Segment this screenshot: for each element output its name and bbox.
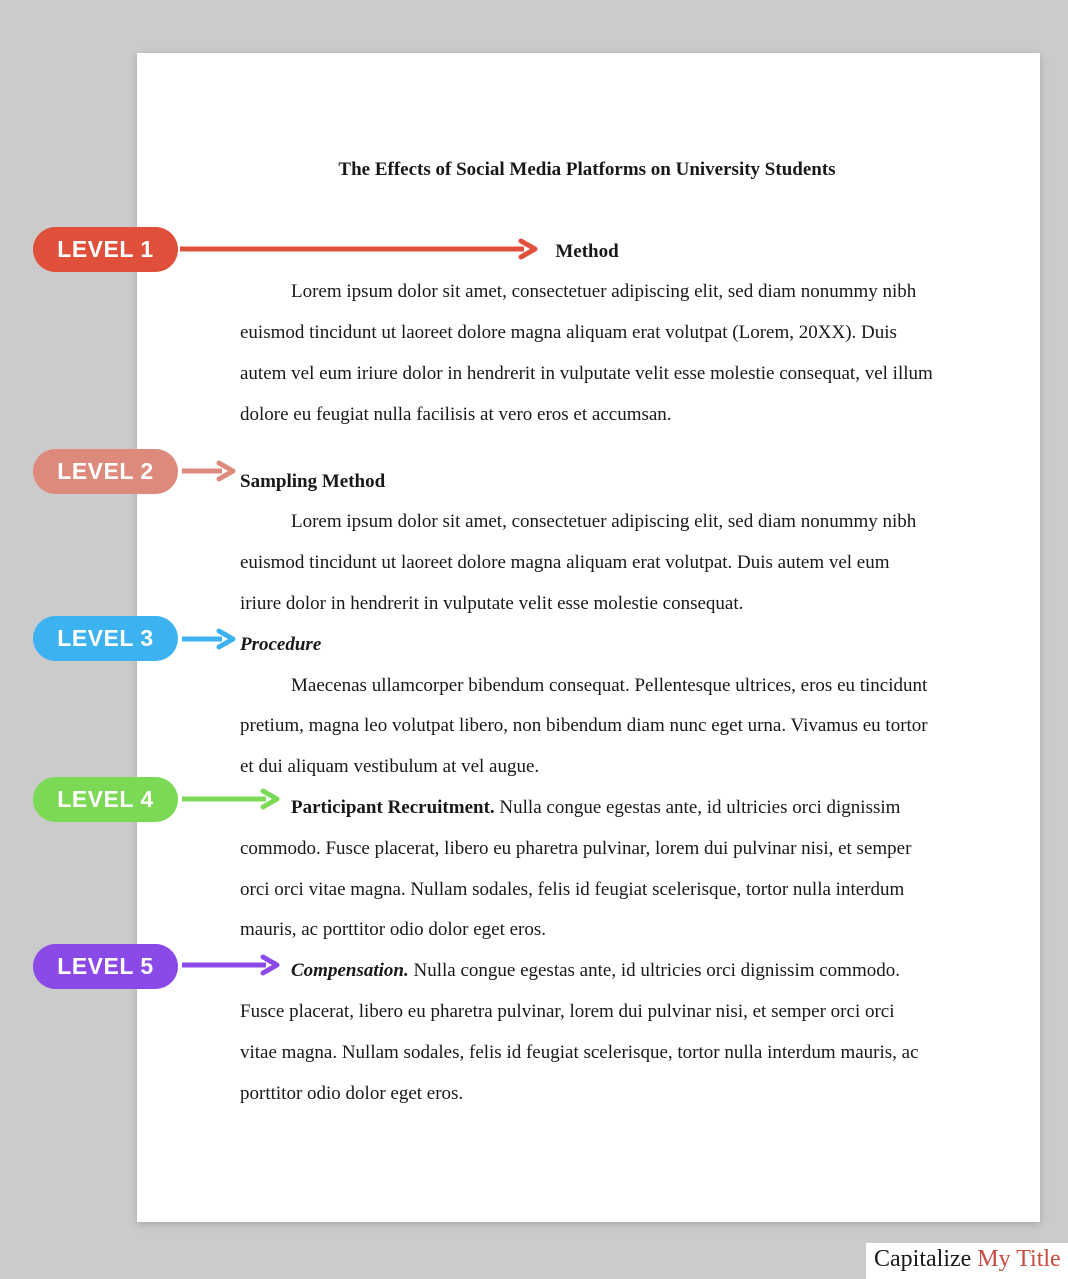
level-4-badge: LEVEL 4 [33,777,178,822]
level-1-badge: LEVEL 1 [33,227,178,272]
level-4-arrow-icon [182,788,282,810]
heading-level-2: Sampling Method [240,470,386,492]
level-2-arrow-icon [182,460,238,482]
level-2-badge: LEVEL 2 [33,449,178,494]
paragraph-compensation [240,951,934,1114]
level-5-badge: LEVEL 5 [33,944,178,989]
level-1-arrow-icon [180,238,540,260]
paragraph-level-4-text: Nulla congue egestas ante, id ultricies orci dignissim commodo. Fusce placerat, libero eu pharetra pulvinar, lorem dui pulvinar nisi, et semper orci orci vitae magna. Nullam sodales, felis id feugiat scelerisque, tortor nulla interdum mauris, ac porttitor odio dolor eget eros. [240,796,912,941]
paragraph-level-5-text: Nulla congue egestas ante, id ultricies orci dignissim commodo. Fusce placerat, libero eu pharetra pulvinar, lorem dui pulvinar nisi, et semper orci orci vitae magna. Nullam sodales, felis id feugiat scelerisque, tortor nulla interdum mauris, ac porttitor odio dolor eget eros. [240,960,919,1104]
paragraph-procedure: Maecenas ullamcorper bibendum consequat. Pellentesque ultrices, eros eu tincidunt pretium, magna leo volutpat libero, non bibendum diam nunc eget urna. Vivamus eu tortor et dui aliquam vestibulum at vel augue. [240,674,928,778]
brand-watermark-black: Capitalize [874,1246,972,1272]
heading-level-4: Participant Recruitment. [291,796,495,818]
paper-title: The Effects of Social Media Platforms on University Students [338,159,836,180]
level-3-arrow-icon [182,628,238,650]
document-body [240,150,934,1114]
paragraph-participant-recruitment [240,788,934,951]
paragraph-sampling-method: Lorem ipsum dolor sit amet, consectetuer adipiscing elit, sed diam nonummy nibh euismod tincidunt ut laoreet dolore magna aliquam erat volutpat. Duis autem vel eum iriure dolor in hendrerit in vulputate velit esse molestie consequat. [240,511,917,614]
heading-level-3: Procedure [240,633,322,655]
brand-watermark-red: My Title [971,1246,1061,1272]
brand-watermark [866,1243,1068,1279]
manuscript-page [137,53,1040,1222]
heading-level-5: Compensation. [291,960,409,982]
paragraph-method: Lorem ipsum dolor sit amet, consectetuer adipiscing elit, sed diam nonummy nibh euismod tincidunt ut laoreet dolore magna aliquam erat volutpat (Lorem, 20XX). Duis autem vel eum iriure dolor in hendrerit in vulputate velit esse molestie consequat, vel illum dolore eu feugiat nulla facilisis at vero eros et accumsan. [240,281,933,425]
level-3-badge: LEVEL 3 [33,616,178,661]
level-5-arrow-icon [182,954,282,976]
heading-level-1: Method [555,240,619,262]
